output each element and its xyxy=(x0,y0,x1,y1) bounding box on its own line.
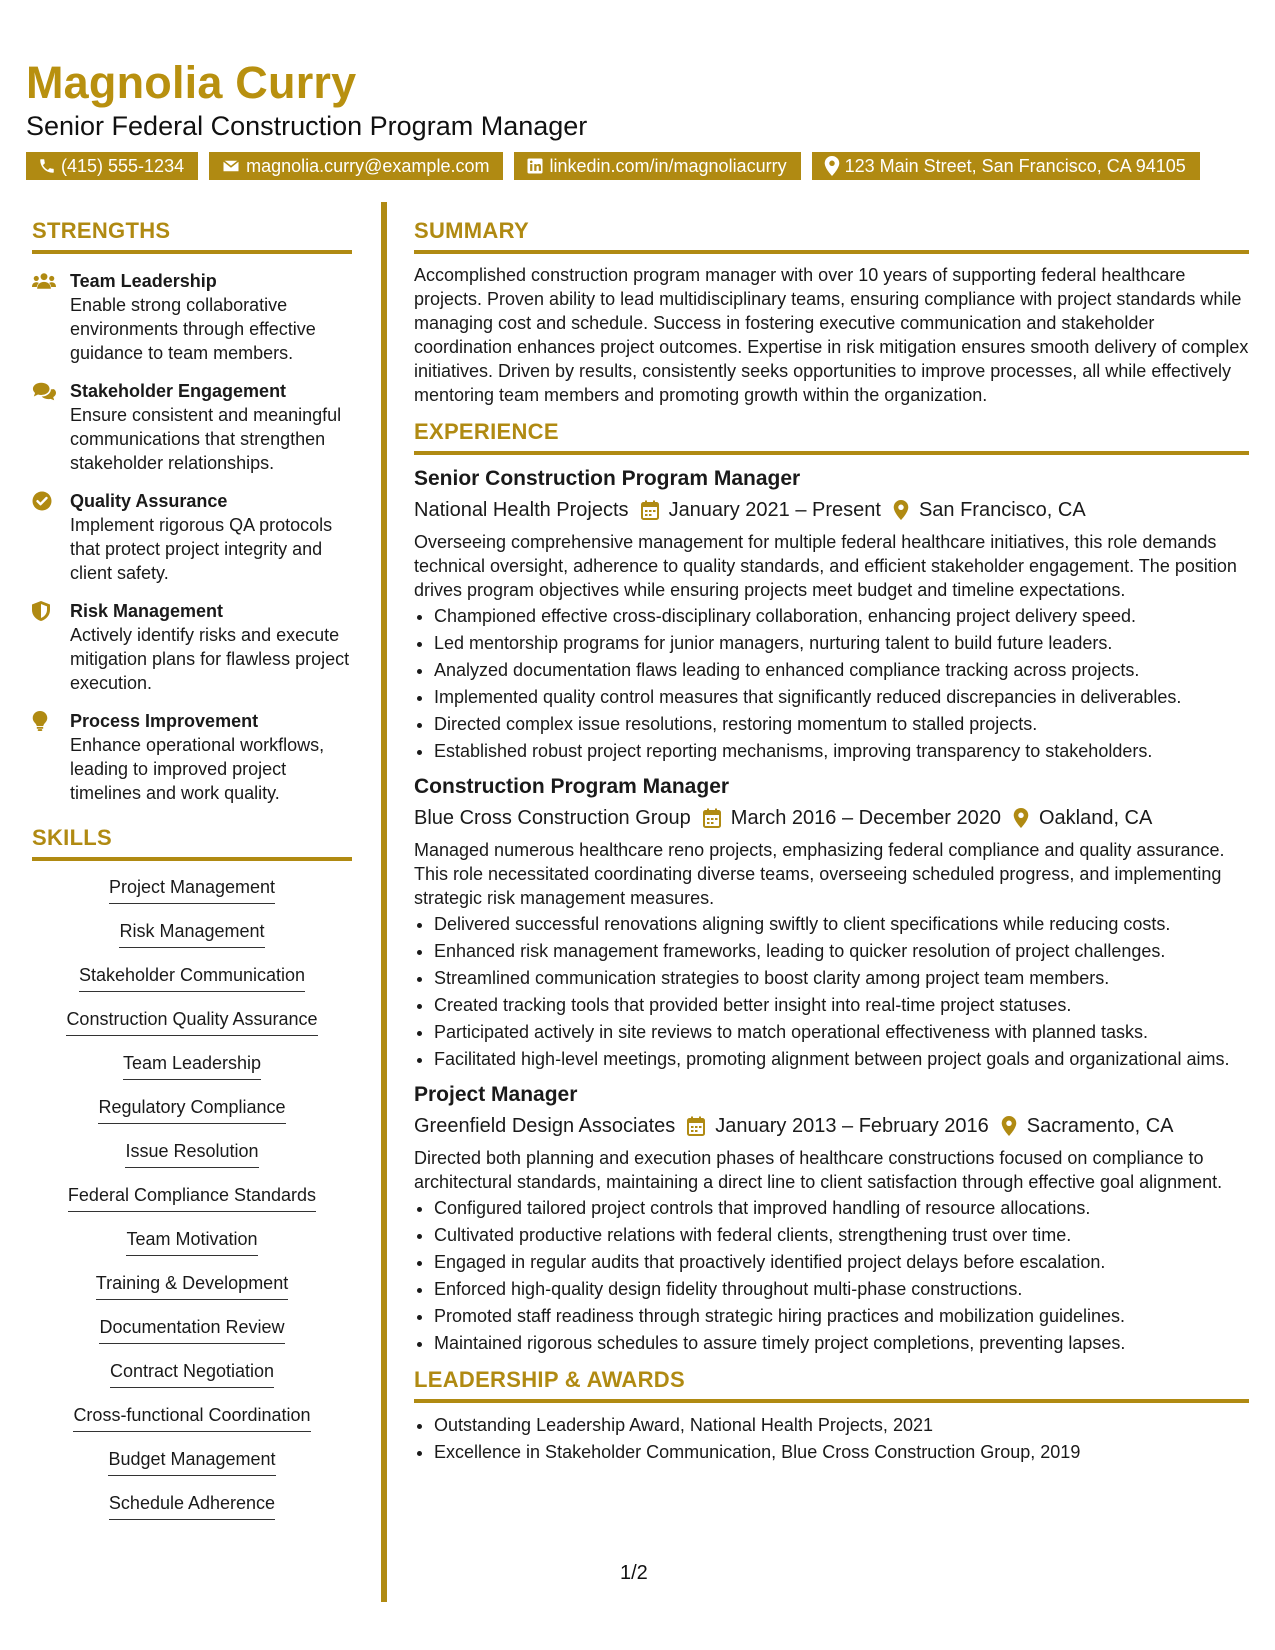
strength-item xyxy=(32,709,352,805)
job-bullet: • Created tracking tools that provided better insight into real-time project statuses. xyxy=(434,993,1249,1017)
job-bullets xyxy=(414,1196,1249,1355)
job-bullet: • Maintained rigorous schedules to assure timely project completions, preventing lapses. xyxy=(434,1331,1249,1355)
job-bullet: • Streamlined communication strategies to boost clarity among project team members. xyxy=(434,966,1249,990)
calendar-icon xyxy=(703,808,721,828)
job-bullet: • Directed complex issue resolutions, restoring momentum to stalled projects. xyxy=(434,712,1249,736)
calendar-icon xyxy=(687,1116,705,1136)
email-text: magnolia.curry@example.com xyxy=(246,156,490,176)
contact-phone[interactable] xyxy=(26,152,198,180)
awards-heading: LEADERSHIP & AWARDS xyxy=(414,1367,1249,1403)
job-bullet: • Analyzed documentation flaws leading to enhanced compliance tracking across projects. xyxy=(434,658,1249,682)
skills-heading: SKILLS xyxy=(32,825,352,861)
job-entry xyxy=(414,1081,1249,1355)
envelope-icon xyxy=(221,157,241,175)
job-location: Oakland, CA xyxy=(1038,807,1153,829)
skill-item: Risk Management xyxy=(119,915,264,948)
skill-item: Budget Management xyxy=(108,1443,275,1476)
strength-item xyxy=(32,599,352,695)
strength-title: Stakeholder Engagement xyxy=(70,381,287,401)
job-company: Greenfield Design Associates xyxy=(414,1115,676,1137)
job-dates: January 2013 – February 2016 xyxy=(715,1115,989,1137)
linkedin-text: linkedin.com/in/magnoliacurry xyxy=(549,156,787,176)
users-icon xyxy=(32,269,70,365)
job-bullet: • Engaged in regular audits that proactively identified project delays before escalation. xyxy=(434,1250,1249,1274)
job-location: San Francisco, CA xyxy=(918,499,1086,521)
strength-desc: Implement rigorous QA protocols that protect project integrity and client safety. xyxy=(70,515,333,583)
experience-section xyxy=(414,419,1249,1355)
left-column xyxy=(32,218,352,1531)
job-bullets xyxy=(414,912,1249,1071)
job-description: Overseeing comprehensive management for multiple federal healthcare initiatives, this role demands technical oversight, adherence to quality standards, and efficient stakeholder engagement. The position drives program objectives while ensuring projects meet budget and timeline expectations. xyxy=(414,532,1237,600)
strengths-list xyxy=(32,269,352,805)
map-pin-icon xyxy=(893,500,909,520)
comments-icon xyxy=(32,379,70,475)
map-pin-icon xyxy=(824,156,840,176)
address-text: 123 Main Street, San Francisco, CA 94105 xyxy=(844,156,1186,176)
summary-heading: SUMMARY xyxy=(414,218,1249,254)
strength-item xyxy=(32,269,352,365)
map-pin-icon xyxy=(1013,808,1029,828)
strength-desc: Actively identify risks and execute mitigation plans for flawless project execution. xyxy=(70,625,350,693)
summary-section xyxy=(414,218,1249,407)
job-entry xyxy=(414,465,1249,763)
check-circle-icon xyxy=(32,489,70,585)
skill-item: Regulatory Compliance xyxy=(98,1091,285,1124)
skill-item: Federal Compliance Standards xyxy=(68,1179,316,1212)
strength-desc: Enable strong collaborative environments through effective guidance to team members. xyxy=(70,295,316,363)
map-pin-icon xyxy=(1001,1116,1017,1136)
job-meta xyxy=(414,495,1249,525)
candidate-name: Magnolia Curry xyxy=(26,57,357,108)
job-bullet: • Configured tailored project controls that improved handling of resource allocations. xyxy=(434,1196,1249,1220)
strength-title: Process Improvement xyxy=(70,711,259,731)
job-entry xyxy=(414,773,1249,1071)
skill-item: Stakeholder Communication xyxy=(79,959,305,992)
award-item: • Outstanding Leadership Award, National Health Projects, 2021 xyxy=(434,1413,1249,1437)
skill-item: Project Management xyxy=(109,871,275,904)
strength-title: Team Leadership xyxy=(70,271,217,291)
phone-icon xyxy=(38,157,56,175)
job-description: Managed numerous healthcare reno projects, emphasizing federal compliance and quality assurance. This role necessitated coordinating diverse teams, overseeing scheduled progress, and implementing strategic risk management measures. xyxy=(414,840,1225,908)
job-meta xyxy=(414,803,1249,833)
skill-item: Issue Resolution xyxy=(125,1135,258,1168)
column-divider xyxy=(381,202,387,1602)
skill-item: Training & Development xyxy=(96,1267,288,1300)
skill-item: Construction Quality Assurance xyxy=(66,1003,317,1036)
skill-item: Contract Negotiation xyxy=(110,1355,274,1388)
job-bullet: • Facilitated high-level meetings, promoting alignment between project goals and organizational aims. xyxy=(434,1047,1249,1071)
strength-item xyxy=(32,489,352,585)
job-bullet: • Led mentorship programs for junior managers, nurturing talent to build future leaders. xyxy=(434,631,1249,655)
strength-desc: Enhance operational workflows, leading to improved project timelines and work quality. xyxy=(70,735,325,803)
skill-item: Schedule Adherence xyxy=(109,1487,275,1520)
job-company: National Health Projects xyxy=(414,499,629,521)
job-meta xyxy=(414,1111,1249,1141)
contact-linkedin[interactable] xyxy=(514,152,800,180)
job-bullet: • Enhanced risk management frameworks, leading to quicker resolution of project challenges. xyxy=(434,939,1249,963)
awards-section xyxy=(414,1367,1249,1464)
page-number: 1/2 xyxy=(620,1562,648,1584)
summary-text: Accomplished construction program manager with over 10 years of supporting federal healthcare projects. Proven ability to lead multidisciplinary teams, ensuring compliance with project standards while managing cost and schedule. Success in fostering executive communication and stakeholder coordination enhances project outcomes. Expertise in risk mitigation ensures smooth delivery of complex initiatives. Driven by results, consistently seeks opportunities to improve processes, all while effectively mentoring team members and promoting growth within the organization. xyxy=(414,265,1249,405)
skill-item: Team Leadership xyxy=(123,1047,261,1080)
job-bullet: • Participated actively in site reviews to match operational effectiveness with planned tasks. xyxy=(434,1020,1249,1044)
shield-icon xyxy=(32,599,70,695)
job-bullet: • Cultivated productive relations with federal clients, strengthening trust over time. xyxy=(434,1223,1249,1247)
job-dates: March 2016 – December 2020 xyxy=(730,807,1001,829)
awards-list xyxy=(414,1413,1249,1464)
job-description: Directed both planning and execution phases of healthcare constructions focused on compliance to architectural standards, maintaining a direct line to client satisfaction through effective goal alignment. xyxy=(414,1148,1223,1192)
job-location: Sacramento, CA xyxy=(1026,1115,1174,1137)
calendar-icon xyxy=(641,500,659,520)
strength-item xyxy=(32,379,352,475)
contact-bar xyxy=(26,152,1200,180)
contact-email[interactable] xyxy=(209,152,503,180)
strength-desc: Ensure consistent and meaningful communications that strengthen stakeholder relationships. xyxy=(70,405,342,473)
award-item: • Excellence in Stakeholder Communication, Blue Cross Construction Group, 2019 xyxy=(434,1440,1249,1464)
contact-address[interactable] xyxy=(812,152,1200,180)
strength-title: Quality Assurance xyxy=(70,491,228,511)
strength-title: Risk Management xyxy=(70,601,224,621)
job-title: Project Manager xyxy=(414,1083,578,1106)
job-title: Construction Program Manager xyxy=(414,775,730,798)
job-bullet: • Delivered successful renovations aligning swiftly to client specifications while reducing costs. xyxy=(434,912,1249,936)
job-bullet: • Enforced high-quality design fidelity throughout multi-phase constructions. xyxy=(434,1277,1249,1301)
job-bullets xyxy=(414,604,1249,763)
job-bullet: • Established robust project reporting mechanisms, improving transparency to stakeholders. xyxy=(434,739,1249,763)
experience-heading: EXPERIENCE xyxy=(414,419,1249,455)
job-bullet: • Implemented quality control measures that significantly reduced discrepancies in deliverables. xyxy=(434,685,1249,709)
strengths-heading: STRENGTHS xyxy=(32,218,352,254)
skill-item: Cross-functional Coordination xyxy=(73,1399,310,1432)
lightbulb-icon xyxy=(32,709,70,805)
candidate-title: Senior Federal Construction Program Manager xyxy=(26,111,588,141)
phone-text: (415) 555-1234 xyxy=(61,156,185,176)
job-bullet: • Championed effective cross-disciplinary collaboration, enhancing project delivery speed. xyxy=(434,604,1249,628)
skills-list xyxy=(32,871,352,1531)
job-title: Senior Construction Program Manager xyxy=(414,467,801,490)
job-bullet: • Promoted staff readiness through strategic hiring practices and mobilization guidelines. xyxy=(434,1304,1249,1328)
skill-item: Documentation Review xyxy=(99,1311,284,1344)
skill-item: Team Motivation xyxy=(126,1223,257,1256)
linkedin-icon xyxy=(526,157,544,175)
right-column xyxy=(414,218,1249,1476)
job-company: Blue Cross Construction Group xyxy=(414,807,691,829)
job-dates: January 2021 – Present xyxy=(668,499,881,521)
